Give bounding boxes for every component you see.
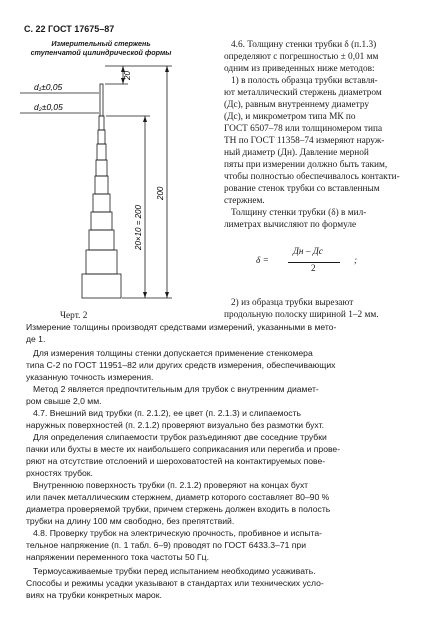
text-line: Для измерения толщины стенки допускается применение стенкомера: [33, 348, 313, 358]
text-line: ром свыше 2,0 мм.: [26, 396, 102, 406]
text-line: продольную полоску шириной 1–2 мм.: [224, 310, 379, 320]
text-line: ГОСТ 6507–78 или толщиномером типа: [224, 124, 383, 134]
page-header: С. 22 ГОСТ 17675–87: [24, 24, 115, 34]
text-line: виях на трубки конкретных марок.: [26, 590, 162, 600]
text-line: трубки на длину 100 мм свободно, без препятствий.: [26, 516, 235, 526]
formula-fraction-bar: [288, 262, 340, 263]
text-line: наружных поверхностей (п. 2.1.2) проверяют визуально без размотки бухт.: [26, 420, 325, 430]
text-line: 4.7. Внешний вид трубки (п. 2.1.2), ее цвет (п. 2.1.3) и слипаемость: [33, 408, 302, 418]
text-line: ют металлический стержень диаметром: [224, 88, 382, 98]
dim-steps-label: 20×10 = 200: [134, 205, 143, 250]
text-line: пачки или бухты в месте их наибольшего соприкасания или перегиба и прове-: [26, 444, 341, 454]
text-line: 4.6. Толщину стенки трубки δ (п.1.3): [231, 40, 377, 50]
text-line: Измерение толщины производят средствами измерений, указанными в мето-: [26, 322, 337, 332]
text-line: 4.8. Проверку трубок на электрическую прочность, пробивное и испыта-: [33, 528, 323, 538]
formula-lhs: δ =: [256, 256, 269, 266]
dim-200-label: 200: [156, 186, 165, 200]
text-line: ТН по ГОСТ 11358–74 измеряют наруж-: [224, 136, 385, 146]
text-line: 1) в полость образца трубки вставля-: [231, 76, 378, 86]
dim-d1-label: d₁±0,05: [34, 82, 63, 92]
formula-end: ;: [354, 256, 358, 266]
text-line: 2) из образца трубки вырезают: [231, 298, 354, 308]
text-line: тельное напряжение (п. 1 табл. 6–9) проводят по ГОСТ 6433.3–71 при: [26, 540, 307, 550]
text-line: Для определения слипаемости трубок разъединяют две соседние трубки: [33, 432, 327, 442]
formula-numerator: Дн – Дс: [293, 247, 323, 257]
text-line: Термоусаживаемые трубки перед испытанием необходимо усаживать.: [33, 566, 316, 576]
text-line: де 1.: [26, 334, 46, 344]
text-line: ряют на отсутствие отслоений и шероховатостей на контактируемых пове-: [26, 456, 326, 466]
text-line: стержнем.: [224, 196, 265, 206]
text-line: Способы и режимы усадки указывают в стандартах или технических усло-: [26, 578, 324, 588]
figure-caption: Черт. 2: [60, 311, 88, 321]
text-line: лиметрах вычисляют по формуле: [224, 220, 357, 230]
text-line: диаметра проверяемой трубки, причем стержень должен входить в полость: [26, 504, 331, 514]
text-line: пяты при измерении должно быть таким,: [224, 160, 388, 170]
figure-title: Измерительный стержень ступенчатой цилиндрической формы: [30, 39, 172, 57]
text-line: рование стенок трубки со вставленным: [224, 184, 380, 194]
text-line: Метод 2 является предпочтительным для трубок с внутренним диамет-: [33, 384, 319, 394]
text-line: одним из приведенных ниже методов:: [224, 64, 375, 74]
text-line: (Дс), равным внутреннему диаметру: [224, 100, 369, 110]
text-line: Толщину стенки трубки (δ) в мил-: [231, 208, 367, 218]
dim-d2-label: d₂±0,05: [34, 102, 63, 112]
formula-denominator: 2: [311, 264, 316, 274]
stepped-rod-drawing: [20, 60, 220, 318]
text-line: рхностях трубок.: [26, 468, 93, 478]
text-line: ный диаметр (Дн). Давление мерной: [224, 148, 369, 158]
text-line: напряжении переменного тока частоты 50 Гц.: [26, 552, 209, 562]
text-line: или пачек металлическим стержнем, диаметр которого составляет 80–90 %: [26, 492, 330, 502]
text-line: указанную точность измерения.: [26, 372, 154, 382]
text-line: определяют с погрешностью ± 0,01 мм: [224, 52, 379, 62]
text-line: (Дс), и микрометром типа МК по: [224, 112, 356, 122]
text-line: чтобы полностью обеспечивалось контакти-: [224, 172, 400, 182]
dim-20-label: 20: [123, 71, 132, 80]
text-line: Внутреннюю поверхность трубки (п. 2.1.2) проверяют на концах бухт: [33, 480, 309, 490]
text-line: типа С-2 по ГОСТ 11951–82 или других средств измерения, обеспечивающих: [26, 360, 336, 370]
